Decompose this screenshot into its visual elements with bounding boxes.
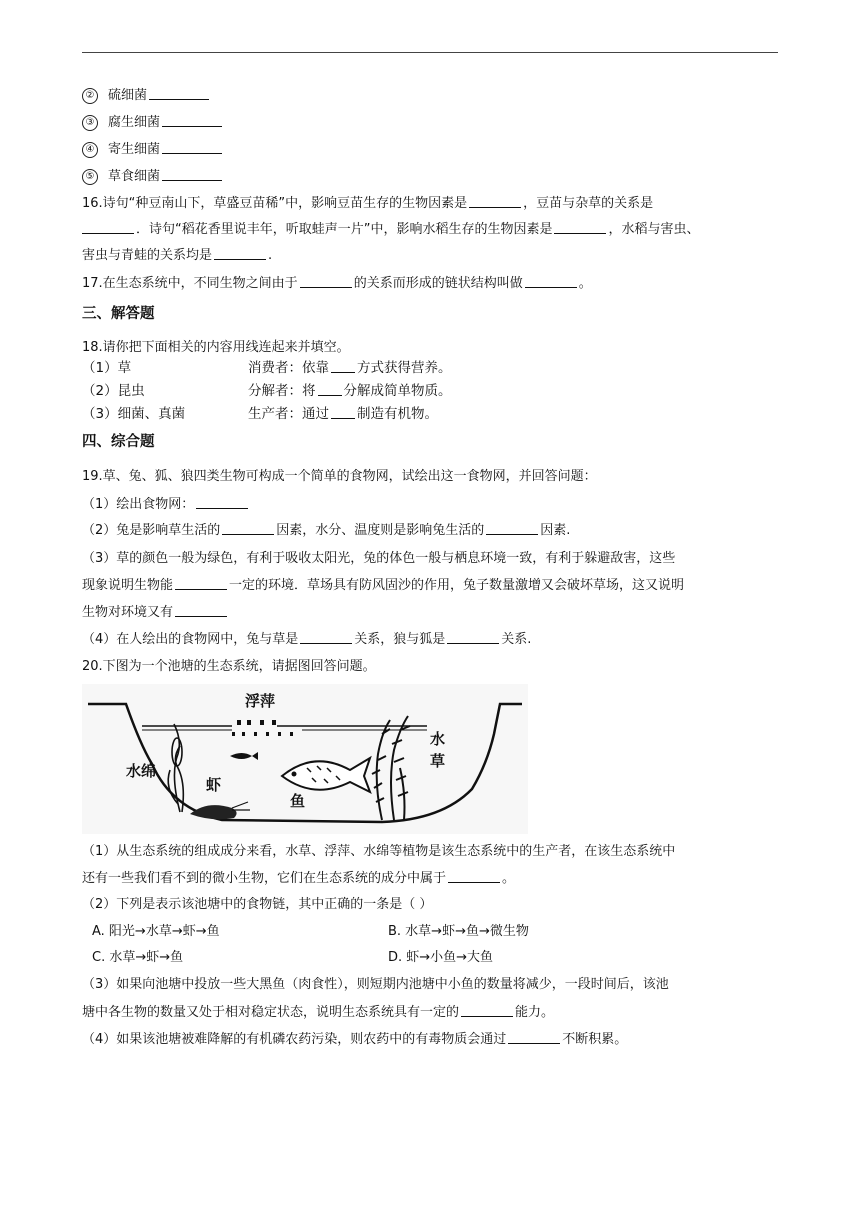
item-number: ③ [82, 115, 98, 131]
answer-blank[interactable] [82, 221, 134, 234]
section-heading: 四、综合题 [82, 434, 155, 450]
item-number: ⑤ [82, 169, 98, 185]
figure-label-shrimp: 虾 [206, 776, 222, 794]
q18-stem: 18.请你把下面相关的内容用线连起来并填空。 [82, 340, 350, 355]
answer-blank[interactable] [469, 195, 521, 208]
q20-part-3-line-2: 塘中各生物的数量又处于相对稳定状态，说明生态系统具有一定的 能力。 [82, 1005, 555, 1020]
answer-blank[interactable] [554, 221, 606, 234]
answer-blank[interactable] [461, 1004, 513, 1017]
item-text: 硫细菌 [108, 88, 148, 103]
item-text: 腐生细菌 [108, 115, 161, 130]
q19-part-3-line-1: （3）草的颜色一般为绿色，有利于吸收太阳光，兔的体色一般与栖息环境一致，有利于躲避敌害，这些 [82, 551, 676, 566]
answer-blank[interactable] [486, 522, 538, 535]
answer-blank[interactable] [149, 87, 209, 100]
q20-part-4: （4）如果该池塘被难降解的有机磷农药污染，则农药中的有毒物质会通过 不断积累。 [82, 1032, 628, 1047]
option-c[interactable]: C. 水草→虾→鱼 [92, 950, 184, 965]
match-left-item: （3）细菌、真菌 [82, 406, 186, 422]
answer-blank[interactable] [331, 360, 355, 373]
q20-part-3-line-1: （3）如果向池塘中投放一些大黑鱼（肉食性），则短期内池塘中小鱼的数量将减少，一段时间后，该池 [82, 977, 669, 992]
q19-part-2: （2）兔是影响草生活的 因素，水分、温度则是影响兔生活的 因素. [82, 523, 571, 538]
answer-blank[interactable] [447, 631, 499, 644]
pond-ecosystem-figure [82, 684, 528, 834]
list-item [82, 140, 224, 160]
header-rule [82, 52, 778, 53]
answer-blank[interactable] [525, 275, 577, 288]
item-number: ② [82, 88, 98, 104]
q16-line-2: ．诗句“稻花香里说丰年，听取蛙声一片”中，影响水稻生存的生物因素是 ，水稻与害虫、 [82, 220, 700, 240]
answer-blank[interactable] [196, 496, 248, 509]
answer-blank[interactable] [300, 631, 352, 644]
answer-blank[interactable] [175, 577, 227, 590]
option-d[interactable]: D. 虾→小鱼→大鱼 [388, 950, 494, 965]
answer-blank[interactable] [318, 383, 342, 396]
q20-part-2: （2）下列是表示该池塘中的食物链，其中正确的一条是（ ） [82, 897, 433, 912]
q19-stem: 19.草、兔、狐、狼四类生物可构成一个简单的食物网，试绘出这一食物网，并回答问题： [82, 469, 597, 484]
section-heading: 三、解答题 [82, 306, 155, 322]
answer-blank[interactable] [162, 168, 222, 181]
q19-part-3-line-3: 生物对环境又有 [82, 603, 229, 623]
answer-blank[interactable] [162, 141, 222, 154]
option-b[interactable]: B. 水草→虾→鱼→微生物 [388, 924, 529, 939]
answer-blank[interactable] [448, 870, 500, 883]
q17-line: 17.在生态系统中，不同生物之间由于 的关系而形成的链状结构叫做 。 [82, 276, 592, 291]
q20-part-1-line-1: （1）从生态系统的组成成分来看，水草、浮萍、水绵等植物是该生态系统中的生产者，在该生态系统中 [82, 844, 676, 859]
q16-line-1: 16.诗句“种豆南山下，草盛豆苗稀”中，影响豆苗生存的生物因素是 ，豆苗与杂草的关系是 [82, 196, 654, 211]
q20-stem: 20.下图为一个池塘的生态系统，请据图回答问题。 [82, 659, 376, 674]
q20-part-1-line-2: 还有一些我们看不到的微小生物，它们在生态系统的成分中属于 。 [82, 871, 516, 886]
answer-blank[interactable] [222, 522, 274, 535]
q19-part-1: （1）绘出食物网： [82, 495, 250, 515]
figure-label-waterweed-1: 水 [430, 730, 446, 748]
list-item [82, 113, 224, 133]
q16-line-3: 害虫与青蛙的关系均是 . [82, 248, 273, 263]
item-text: 寄生细菌 [108, 142, 161, 157]
q19-part-3-line-2: 现象说明生物能 一定的环境．草场具有防风固沙的作用，兔子数量激增又会破坏草场，这又说明 [82, 578, 685, 593]
answer-blank[interactable] [331, 406, 355, 419]
match-right-item: 分解者：将 分解成简单物质。 [248, 383, 452, 399]
list-item [82, 86, 211, 106]
pond-diagram [82, 684, 528, 834]
item-text: 草食细菌 [108, 169, 161, 184]
match-right-item: 消费者：依靠 方式获得营养。 [248, 360, 452, 376]
figure-label-fish: 鱼 [290, 792, 306, 810]
answer-blank[interactable] [175, 604, 227, 617]
answer-blank[interactable] [162, 114, 222, 127]
item-number: ④ [82, 142, 98, 158]
answer-blank[interactable] [300, 275, 352, 288]
figure-label-duckweed: 浮萍 [245, 692, 276, 710]
figure-label-spirogyra: 水绵 [126, 762, 157, 780]
list-item [82, 167, 224, 187]
match-left-item: （1）草 [82, 360, 132, 376]
figure-label-waterweed-2: 草 [430, 752, 446, 770]
option-a[interactable]: A. 阳光→水草→虾→鱼 [92, 924, 220, 939]
answer-blank[interactable] [214, 247, 266, 260]
q19-part-4: （4）在人绘出的食物网中，兔与草是 关系，狼与狐是 关系. [82, 632, 532, 647]
match-left-item: （2）昆虫 [82, 383, 145, 399]
answer-blank[interactable] [508, 1031, 560, 1044]
match-right-item: 生产者：通过 制造有机物。 [248, 406, 438, 422]
